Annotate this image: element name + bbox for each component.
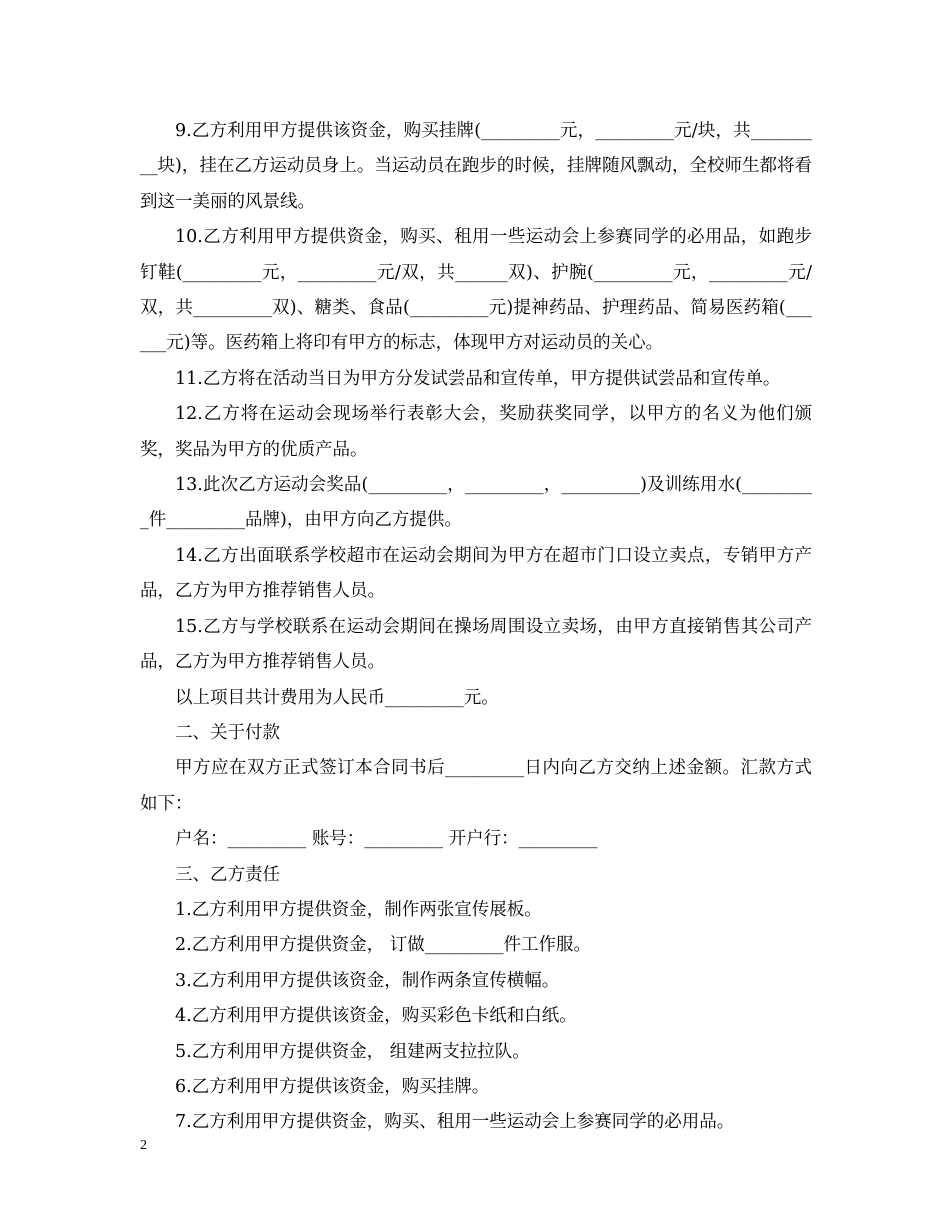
duty-item-1: 1.乙方利用甲方提供资金，制作两张宣传展板。 [175, 899, 542, 920]
document-body [140, 114, 812, 1141]
paragraph-item-14: 14.乙方出面联系学校超市在运动会期间为甲方在超市门口设立卖点，专销甲方产品，乙方为甲方推荐销售人员。 [140, 545, 812, 602]
section-heading-party-b-duties: 三、乙方责任 [175, 864, 280, 885]
page-number: 2 [140, 1138, 147, 1153]
total-cost-line: 以上项目共计费用为人民币_________元。 [175, 687, 499, 708]
paragraph-item-13: 13.此次乙方运动会奖品(_________，_________，_________)及训练用水(_________件_________品牌)，由甲方向乙方提供。 [140, 475, 812, 531]
duty-item-5: 5.乙方利用甲方提供资金， 组建两支拉拉队。 [175, 1041, 530, 1062]
duty-item-3: 3.乙方利用甲方提供该资金，制作两条宣传横幅。 [175, 970, 560, 991]
account-info-line: 户名：_________ 账号：_________ 开户行：_________ [175, 829, 598, 850]
duty-item-4: 4.乙方利用甲方提供该资金，购买彩色卡纸和白纸。 [175, 1006, 577, 1027]
paragraph-item-11: 11.乙方将在活动当日为甲方分发试尝品和宣传单，甲方提供试尝品和宣传单。 [175, 368, 781, 389]
section-heading-payment: 二、关于付款 [175, 722, 280, 743]
paragraph-item-15: 15.乙方与学校联系在运动会期间在操场周围设立卖场，由甲方直接销售其公司产品，乙方为甲方推荐销售人员。 [140, 616, 812, 673]
duty-item-2: 2.乙方利用甲方提供资金， 订做_________件工作服。 [175, 935, 592, 956]
payment-terms: 甲方应在双方正式签订本合同书后_________日内向乙方交纳上述金额。汇款方式如下： [140, 758, 812, 814]
duty-item-7: 7.乙方利用甲方提供资金，购买、租用一些运动会上参赛同学的必用品。 [175, 1112, 735, 1133]
duty-item-6: 6.乙方利用甲方提供该资金，购买挂牌。 [175, 1076, 490, 1097]
paragraph-item-12: 12.乙方将在运动会现场举行表彰大会，奖励获奖同学，以甲方的名义为他们颁奖，奖品为甲方的优质产品。 [140, 404, 812, 460]
paragraph-item-10: 10.乙方利用甲方提供资金，购买、租用一些运动会上参赛同学的必用品，如跑步钉鞋(_________元，_________元/双，共______双)、护腕(_________元，_________元/双，共_________双)、糖类、食品(_________元)提神药品、护理药品、简易医药箱(______元)等。医药箱上将印有甲方的标志，体现甲方对运动员的关心。 [140, 227, 812, 354]
paragraph-item-9: 9.乙方利用甲方提供该资金，购买挂牌(_________元，_________元/块，共_________块)，挂在乙方运动员身上。当运动员在跑步的时候，挂牌随风飘动，全校师生都将看到这一美丽的风景线。 [140, 121, 812, 212]
